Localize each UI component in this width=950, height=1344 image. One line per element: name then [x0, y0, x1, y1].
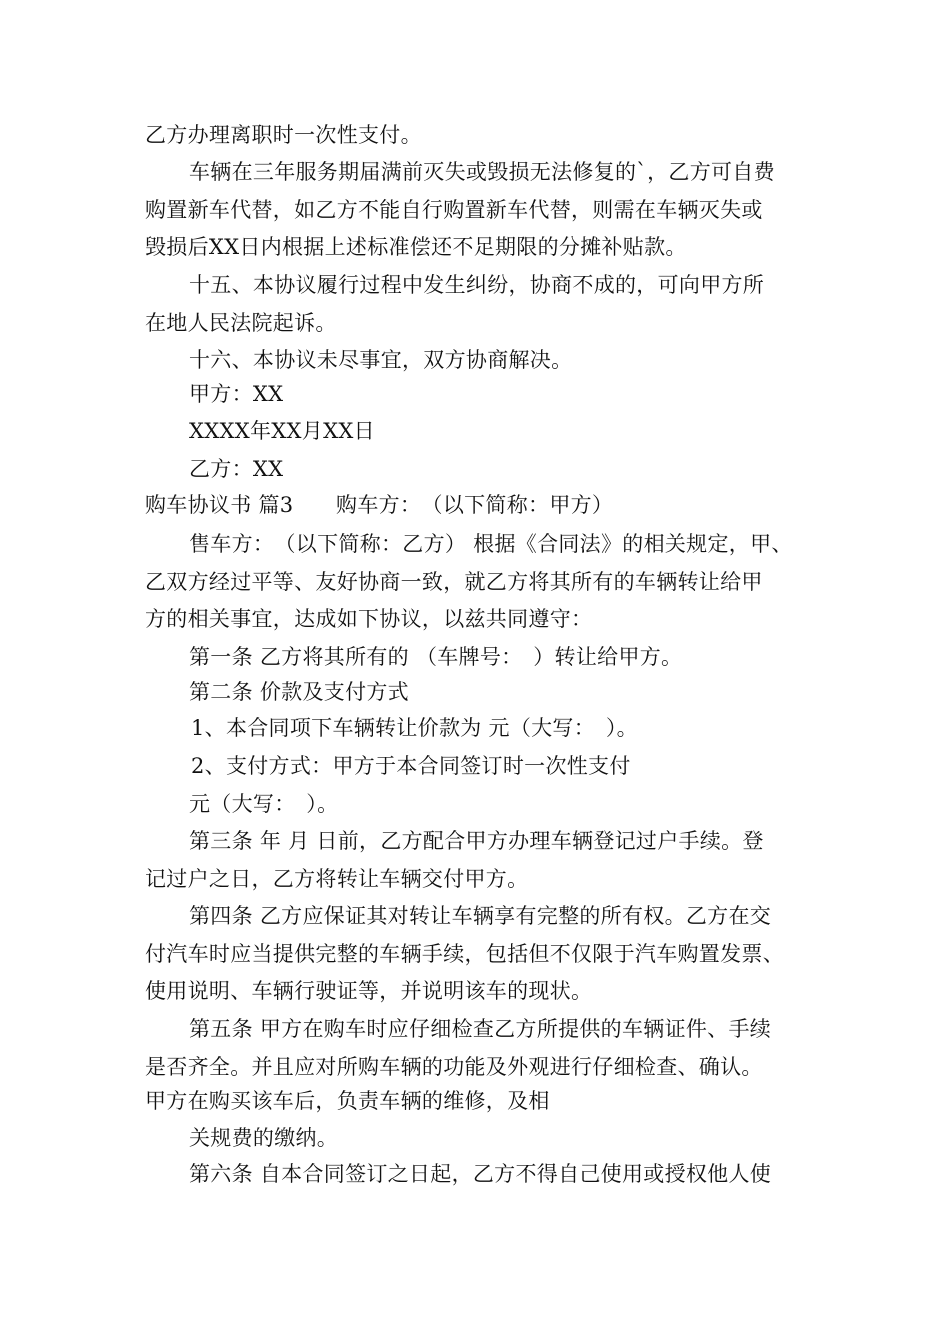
- text-line: 售车方： （以下简称：乙方） 根据《合同法》的相关规定，甲、: [189, 532, 793, 556]
- text-line: 方的相关事宜，达成如下协议，以兹共同遵守：: [145, 607, 593, 631]
- text-line: 十六、本协议未尽事宜，双方协商解决。: [189, 348, 573, 372]
- text-line: 第三条 年 月 日前，乙方配合甲方办理车辆登记过户手续。登: [189, 829, 764, 853]
- text-line: 关规费的缴纳。: [189, 1126, 339, 1150]
- text-line: 付汽车时应当提供完整的车辆手续，包括但不仅限于汽车购置发票、: [145, 942, 784, 966]
- signature-party-a: 甲方：XX: [189, 382, 284, 406]
- signature-party-b: 乙方：XX: [189, 457, 284, 481]
- section-heading: 购车协议书 篇3 购车方： （以下简称：甲方）: [145, 493, 614, 517]
- text-line: 乙双方经过平等、友好协商一致，就乙方将其所有的车辆转让给甲: [145, 570, 763, 594]
- signature-date: XXXX年XX月XX日: [189, 419, 375, 443]
- text-line: 元（大写： ）。: [189, 792, 339, 816]
- text-line: 乙方办理离职时一次性支付。: [145, 123, 422, 147]
- text-line: 是否齐全。并且应对所购车辆的功能及外观进行仔细检查、确认。: [145, 1055, 763, 1079]
- text-line: 第一条 乙方将其所有的 （车牌号： ）转让给甲方。: [189, 645, 683, 669]
- text-line: 甲方在购买该车后，负责车辆的维修，及相: [145, 1089, 550, 1113]
- text-line: 第六条 自本合同签订之日起，乙方不得自己使用或授权他人使: [189, 1162, 772, 1186]
- text-line: 毁损后XX日内根据上述标准偿还不足期限的分摊补贴款。: [145, 235, 687, 259]
- text-line: 1、本合同项下车辆转让价款为 元（大写： ）。: [191, 716, 638, 740]
- text-line: 购置新车代替，如乙方不能自行购置新车代替，则需在车辆灭失或: [145, 198, 763, 222]
- text-line: 第五条 甲方在购车时应仔细检查乙方所提供的车辆证件、手续: [189, 1017, 772, 1041]
- text-line: 十五、本协议履行过程中发生纠纷，协商不成的，可向甲方所: [189, 273, 765, 297]
- text-line: 第四条 乙方应保证其对转让车辆享有完整的所有权。乙方在交: [189, 904, 772, 928]
- text-line: 车辆在三年服务期届满前灭失或毁损无法修复的`，乙方可自费: [189, 160, 775, 184]
- text-line: 第二条 价款及支付方式: [189, 680, 409, 704]
- text-line: 在地人民法院起诉。: [145, 311, 337, 335]
- text-line: 记过户之日，乙方将转让车辆交付甲方。: [145, 867, 529, 891]
- text-line: 使用说明、车辆行驶证等，并说明该车的现状。: [145, 979, 593, 1003]
- text-line: 2、支付方式：甲方于本合同签订时一次性支付: [191, 754, 631, 778]
